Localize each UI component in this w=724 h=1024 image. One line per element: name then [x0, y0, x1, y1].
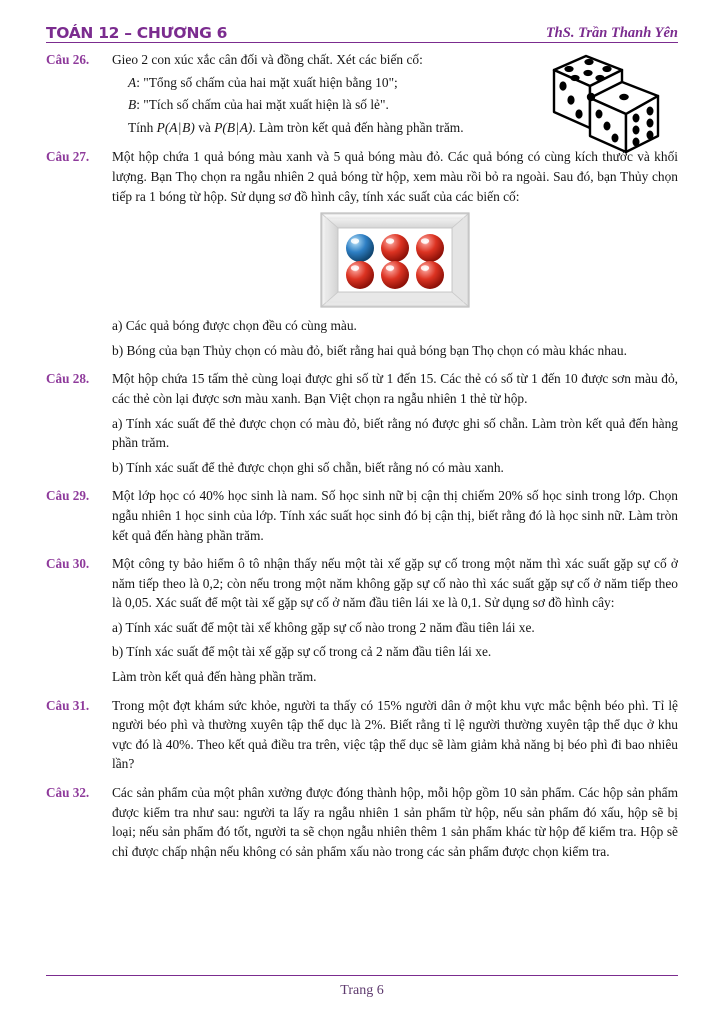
q30-part-a: a) Tính xác suất để một tài xế không gặp sự cố nào trong 2 năm đầu tiên lái xe.: [112, 619, 535, 635]
q26-va: và: [198, 119, 211, 135]
figure-ball-box-wrap: [112, 212, 678, 308]
q26-prob2-b: A: [239, 119, 248, 135]
q28-part-a: a) Tính xác suất để thẻ được chọn có màu đỏ, biết rằng nó được ghi số chẵn. Làm tròn kết quả đến hàng phần trăm.: [112, 415, 678, 451]
ball-box-icon: [320, 212, 470, 308]
ball-blue: [346, 234, 374, 262]
question-label-31: Câu 31.: [46, 697, 90, 713]
question-27: [46, 147, 678, 365]
q26-event-b-text: : "Tích số chấm của hai mặt xuất hiện là số lẻ".: [136, 97, 389, 113]
question-label-29: Câu 29.: [46, 488, 90, 504]
question-32: [46, 783, 678, 866]
q26-intro: Gieo 2 con xúc xắc cân đối và đồng chất. Xét các biến cố:: [112, 52, 423, 67]
q26-prob1-a: A: [169, 119, 178, 135]
q28-part-b: b) Tính xác suất để thẻ được chọn ghi số chẵn, biết rằng nó có màu xanh.: [112, 459, 504, 475]
ball-red: [416, 261, 444, 289]
ball-red: [416, 234, 444, 262]
q26-prob2-bar: |: [236, 119, 239, 135]
q26-prob2-a: B: [226, 119, 236, 135]
question-label-27: Câu 27.: [46, 149, 90, 165]
header-title: TOÁN 12 – CHƯƠNG 6: [46, 24, 228, 42]
q26-event-b: [112, 95, 564, 115]
q26-tinh-suffix: . Làm tròn kết quả đến hàng phần trăm.: [252, 119, 464, 135]
header-divider: [46, 42, 678, 43]
question-label-32: Câu 32.: [46, 785, 90, 801]
q26-prob1-bar: |: [178, 119, 182, 135]
q30-note: Làm tròn kết quả đến hàng phần trăm.: [112, 669, 317, 685]
q26-prob2-open: P(: [214, 119, 227, 135]
q26-prob1-b: B: [182, 119, 191, 135]
q26-event-b-symbol: B: [128, 97, 137, 113]
document-content: [46, 50, 678, 867]
question-29: [46, 486, 678, 550]
q29-intro: Một lớp học có 40% học sinh là nam. Số học sinh nữ bị cận thị chiếm 20% số học sinh trong lớp. Chọn ngẫu nhiên 1 học sinh của lớp. Tính xác suất học sinh đó bị cận thị, biết rằng đó là học sinh nữ. Làm tròn kết quả đến hàng phần trăm.: [112, 488, 678, 543]
ball-red: [346, 261, 374, 289]
footer-divider: [46, 975, 678, 976]
ball-red: [381, 234, 409, 262]
q26-prob1-open: P(: [156, 119, 170, 135]
q28-intro: Một hộp chứa 15 tấm thẻ cùng loại được ghi số từ 1 đến 15. Các thẻ có số từ 1 đến 10 được sơn màu đỏ, các thẻ còn lại được sơn màu xanh. Bạn Việt chọn ra ngẫu nhiên 1 thẻ từ hộp.: [112, 371, 678, 406]
q26-prob2-close: ): [247, 119, 253, 135]
q27-part-a: a) Các quả bóng được chọn đều có cùng màu.: [112, 318, 357, 334]
q26-event-a-symbol: A: [128, 74, 137, 90]
q27-part-b: b) Bóng của bạn Thủy chọn có màu đỏ, biết rằng hai quả bóng bạn Thọ chọn có màu khác nhau.: [112, 342, 627, 358]
q27-intro: Một hộp chứa 1 quả bóng màu xanh và 5 quả bóng màu đỏ. Các quả bóng có cùng kích thước và khối lượng. Bạn Thọ chọn ra ngẫu nhiên 2 quả bóng từ hộp, xem màu rồi bỏ ra ngoài. Sau đó, bạn Thủy chọn tiếp ra 1 bóng từ hộp. Sử dụng sơ đồ hình cây, tính xác suất của các biến cố:: [112, 149, 678, 204]
q32-intro: Các sản phẩm của một phân xưởng được đóng thành hộp, mỗi hộp gồm 10 sản phẩm. Các hộp sản phẩm được kiểm tra như sau: người ta lấy ra ngẫu nhiên 1 sản phẩm từ hộp, nếu sản phẩm đó xấu, hộp sẽ bị loại; nếu sản phẩm đó tốt, người ta sẽ chọn ngẫu nhiên thêm 1 sản phẩm khác từ hộp để kiểm tra. Hộp sẽ chỉ được chấp nhận nếu không có sản phẩm xấu nào trong các sản phẩm được chọn kiểm tra.: [112, 785, 678, 859]
q30-intro: Một công ty bảo hiểm ô tô nhận thấy nếu một tài xế gặp sự cố trong một năm thì xác suất gặp sự cố ở năm tiếp theo là 0,2; còn nếu trong một năm không gặp sự cố nào thì xác suất gặp sự cố ở năm tiếp theo là 0,05. Xác suất để một tài xế gặp sự cố ở năm đầu tiên lái xe là 0,1. Sử dụng sơ đồ hình cây:: [112, 556, 678, 611]
header-author: ThS. Trần Thanh Yên: [545, 25, 678, 41]
q26-event-a-text: : "Tổng số chấm của hai mặt xuất hiện bằng 10";: [136, 74, 398, 90]
q30-part-b: b) Tính xác suất để một tài xế gặp sự cố trong cả 2 năm đầu tiên lái xe.: [112, 644, 492, 660]
page-header: [46, 16, 678, 42]
q26-tinh-prefix: Tính: [128, 119, 154, 135]
q26-event-a: [112, 73, 564, 93]
question-30: [46, 554, 678, 692]
question-26: [46, 50, 678, 140]
q26-prob1-close: ): [190, 119, 195, 135]
question-label-28: Câu 28.: [46, 371, 90, 387]
ball-red: [381, 261, 409, 289]
question-31: [46, 696, 678, 779]
q26-compute-line: [112, 118, 564, 138]
question-label-30: Câu 30.: [46, 556, 90, 572]
question-label-26: Câu 26.: [46, 52, 90, 67]
footer-page-number: Trang 6: [340, 983, 384, 998]
q31-intro: Trong một đợt khám sức khỏe, người ta thấy có 15% người dân ở một khu vực mắc bệnh béo phì. Tỉ lệ người béo phì và thường xuyên tập thể dục là 2%. Biết rằng tỉ lệ người thường xuyên tập thể dục ở khu vực đó là 40%. Theo kết quả điều tra trên, việc tập thể dục sẽ làm giảm khả năng bị béo phì đi bao nhiêu lần?: [112, 697, 678, 772]
question-28: [46, 369, 678, 482]
